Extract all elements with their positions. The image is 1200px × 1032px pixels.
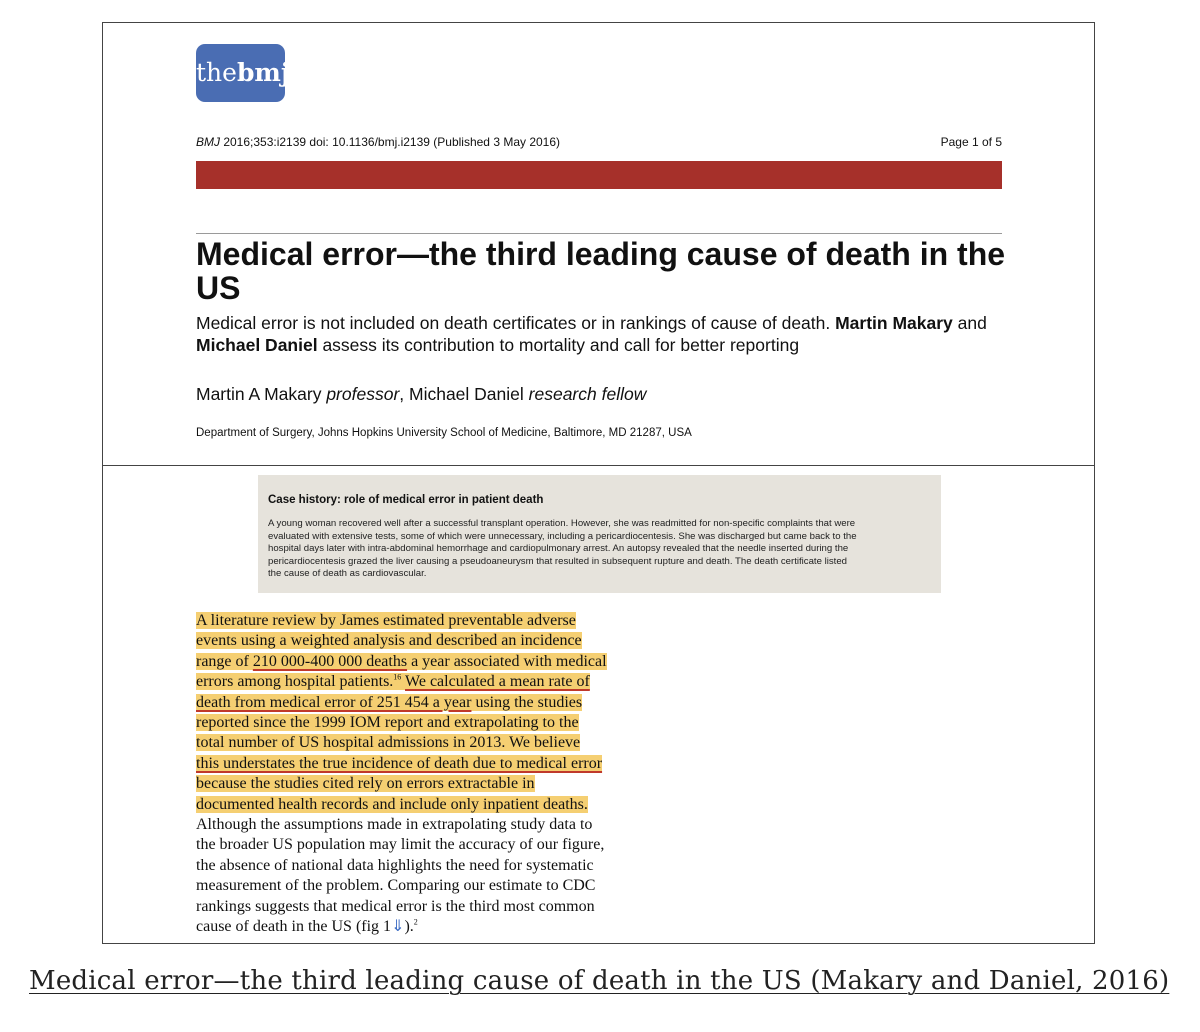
article-title: Medical error—the third leading cause of death in the US	[196, 236, 1006, 306]
title-rule	[196, 233, 1002, 234]
red-header-bar	[196, 161, 1002, 189]
standfirst-author-1: Martin Makary	[835, 313, 953, 333]
text-run: errors among hospital patients.	[196, 673, 394, 691]
page-divider	[103, 465, 1094, 466]
logo-text-bmj: bmj	[236, 58, 290, 87]
body-line: rankings suggests that medical error is the third most common	[196, 897, 595, 915]
case-history-box	[258, 475, 941, 593]
highlighted-text	[196, 694, 582, 711]
body-line	[196, 672, 636, 692]
journal-name: BMJ	[196, 135, 220, 149]
case-line: pericardiocentesis grazed the liver causing a pseudoaneurysm that resulted in subsequent rupture and death. The death certificate listed	[268, 555, 847, 567]
body-line	[196, 917, 636, 937]
case-line: A young woman recovered well after a successful transplant operation. However, she was readmitted for non-specific complaints that were	[268, 518, 856, 529]
body-line	[196, 713, 636, 733]
author-line	[196, 384, 646, 405]
citation-line	[196, 135, 1002, 149]
bmj-logo	[196, 44, 290, 102]
highlighted-text: reported since the 1999 IOM report and extrapolating to the	[196, 714, 579, 732]
logo-text-the: the	[196, 58, 237, 87]
caption-link[interactable]: Medical error—the third leading cause of death in the US (Makary and Daniel, 2016)	[29, 966, 1170, 996]
author-name-2: , Michael Daniel	[399, 384, 529, 404]
reference-superscript: 2	[413, 917, 418, 927]
author-role-2: research fellow	[528, 384, 647, 404]
body-line: the absence of national data highlights the need for systematic	[196, 856, 594, 874]
body-line	[196, 795, 636, 815]
case-history-text	[268, 518, 931, 581]
case-line: hospital days later with intra-abdominal hemorrhage and cardiopulmonary arrest. An autopsy revealed that the needle inserted during the	[268, 543, 849, 555]
highlighted-text: total number of US hospital admissions in 2013. We believe	[196, 734, 581, 752]
body-line	[196, 611, 636, 631]
body-line	[196, 754, 636, 774]
standfirst-text: Medical error is not included on death certificates or in rankings of cause of death.	[196, 313, 836, 333]
text-run: range of	[196, 652, 253, 670]
highlighted-paragraph	[196, 611, 636, 938]
author-role-1: professor	[326, 384, 400, 404]
highlighted-text	[196, 673, 590, 690]
article-standfirst	[196, 312, 1016, 356]
case-history-title: Case history: role of medical error in patient death	[268, 494, 544, 506]
text-run: ).	[404, 918, 414, 936]
body-line: Although the assumptions made in extrapolating study data to	[196, 816, 593, 834]
case-line: the cause of death as cardiovascular.	[268, 568, 427, 580]
body-line: the broader US population may limit the accuracy of our figure,	[196, 836, 605, 854]
underlined-text: death from medical error of 251 454 a year	[196, 693, 472, 711]
standfirst-text: and	[952, 313, 987, 333]
citation-text: 2016;353:i2139 doi: 10.1136/bmj.i2139 (Published 3 May 2016)	[220, 135, 561, 149]
case-line: evaluated with extensive tests, some of which were unnecessary, including a pericardiocentesis. She was discharged but came back to the	[268, 530, 857, 542]
affiliation: Department of Surgery, Johns Hopkins University School of Medicine, Baltimore, MD 21287, USA	[196, 427, 692, 439]
underlined-text: We calculated a mean rate of	[405, 673, 590, 691]
highlighted-text: because the studies cited rely on errors extractable in	[196, 775, 535, 793]
author-name-1: Martin A Makary	[196, 384, 327, 404]
body-line	[196, 631, 636, 651]
highlighted-text: events using a weighted analysis and described an incidence	[196, 632, 582, 650]
page-number: Page 1 of 5	[940, 135, 1002, 149]
body-line	[196, 693, 636, 713]
article-page-image	[102, 22, 1095, 944]
standfirst-author-2: Michael Daniel	[196, 335, 318, 355]
highlighted-underlined-text: this understates the true incidence of death due to medical error	[196, 754, 603, 772]
figure-link-arrow-icon[interactable]: ⇓	[391, 918, 405, 936]
reference-superscript: 16	[393, 672, 402, 682]
highlighted-text: documented health records and include only inpatient deaths.	[196, 795, 588, 813]
underlined-text: 210 000-400 000 deaths	[252, 652, 408, 670]
highlighted-text: A literature review by James estimated preventable adverse	[196, 612, 576, 629]
body-line	[196, 774, 636, 794]
body-line	[196, 733, 636, 753]
highlighted-text	[196, 653, 607, 670]
text-run: using the studies	[471, 693, 583, 711]
text-run: cause of death in the US (fig 1	[196, 918, 392, 936]
text-run: a year associated with medical	[407, 652, 607, 670]
body-line	[196, 652, 636, 672]
standfirst-text: assess its contribution to mortality and call for better reporting	[317, 335, 800, 355]
body-line: measurement of the problem. Comparing our estimate to CDC	[196, 877, 596, 895]
